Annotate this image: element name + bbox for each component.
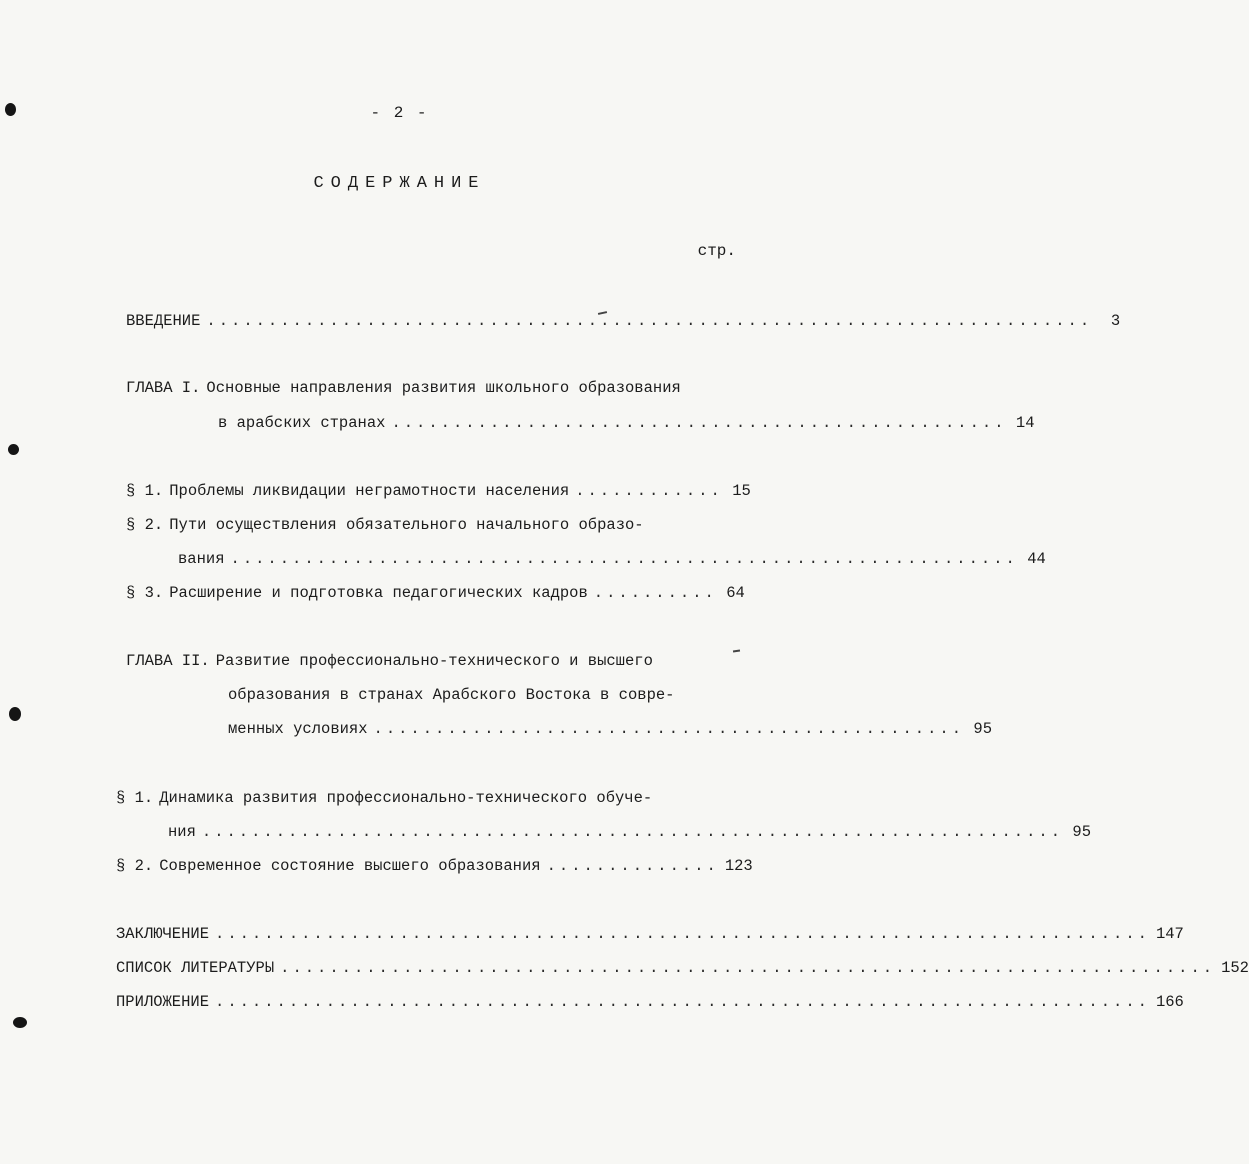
leader-dots: ........................................................................ (206, 312, 1093, 330)
toc-entry-label: ВВЕДЕНИЕ (126, 312, 201, 330)
chapter-number: ГЛАВА I. (126, 379, 201, 397)
section-number: § 1. (126, 482, 164, 500)
punch-hole-4 (13, 1017, 27, 1028)
toc-section-2-1-line2 (168, 822, 1092, 844)
leader-dots: ............................................................................ (215, 925, 1150, 943)
toc-chapter-1-line1 (126, 378, 740, 400)
chapter-title-cont: образования в странах Арабского Востока в совре- (228, 686, 675, 704)
toc-entry-conclusion (116, 924, 1184, 946)
section-title: Пути осуществления обязательного начального образо- (169, 516, 644, 534)
leader-dots: ................................................ (373, 720, 965, 738)
toc-chapter-2-line3 (228, 719, 993, 741)
page-number: - 2 - (370, 104, 429, 122)
toc-entry-label: СПИСОК ЛИТЕРАТУРЫ (116, 959, 275, 977)
toc-page-number: 64 (726, 584, 745, 602)
leader-dots: ...................................................................... (201, 823, 1064, 841)
section-number: § 2. (126, 516, 164, 534)
toc-page-number: 15 (732, 482, 751, 500)
toc-section-1-2-line1 (126, 515, 740, 537)
toc-page-number: 123 (724, 857, 753, 875)
toc-chapter-1-line2 (218, 413, 1035, 435)
toc-section-2-2 (116, 856, 753, 878)
leader-dots: .................................................. (391, 414, 1007, 432)
toc-page-number: 3 (1110, 312, 1121, 330)
toc-entry-label: ЗАКЛЮЧЕНИЕ (116, 925, 210, 943)
leader-dots: .............. (546, 857, 719, 875)
toc-entry-intro (126, 311, 1121, 333)
toc-entry-bibliography (116, 958, 1249, 980)
section-title: Динамика развития профессионально-технического обуче- (159, 789, 653, 807)
section-title-cont: ния (168, 823, 196, 841)
leader-dots: ................................................................ (230, 550, 1018, 568)
section-number: § 2. (116, 857, 154, 875)
section-number: § 3. (126, 584, 164, 602)
leader-dots: ............................................................................ (215, 993, 1150, 1011)
section-title: Современное состояние высшего образования (159, 857, 541, 875)
pages-column-label: стр. (697, 242, 736, 260)
section-title: Проблемы ликвидации неграмотности населения (169, 482, 570, 500)
toc-page-number: 147 (1155, 925, 1184, 943)
section-title: Расширение и подготовка педагогических кадров (169, 584, 588, 602)
toc-page-number: 166 (1155, 993, 1184, 1011)
punch-hole-3 (9, 707, 21, 721)
toc-page-number: 44 (1027, 550, 1046, 568)
toc-chapter-2-line1 (126, 651, 740, 673)
chapter-number: ГЛАВА II. (126, 652, 210, 670)
toc-section-1-3 (126, 583, 745, 605)
toc-page-number: 95 (1072, 823, 1092, 841)
chapter-title-cont: менных условиях (228, 720, 368, 738)
toc-page-number: 95 (973, 720, 993, 738)
toc-page-number: 152 (1221, 959, 1249, 977)
section-number: § 1. (116, 789, 154, 807)
toc-chapter-2-line2 (228, 685, 740, 707)
punch-hole-2 (8, 444, 19, 455)
chapter-title: Основные направления развития школьного образования (206, 379, 681, 397)
leader-dots: ............ (575, 482, 723, 500)
section-title-cont: вания (178, 550, 225, 568)
toc-entry-label: ПРИЛОЖЕНИЕ (116, 993, 210, 1011)
toc-section-1-2-line2 (178, 549, 1046, 571)
toc-page-number: 14 (1015, 414, 1035, 432)
page-title: СОДЕРЖАНИЕ (313, 174, 486, 193)
chapter-title: Развитие профессионально-технического и высшего (215, 652, 653, 670)
toc-section-1-1 (126, 481, 751, 503)
leader-dots: .......... (593, 584, 717, 602)
leader-dots: ............................................................................ (280, 959, 1216, 977)
toc-entry-appendix (116, 992, 1184, 1014)
chapter-title-cont: в арабских странах (218, 414, 386, 432)
toc-section-2-1-line1 (116, 788, 740, 810)
